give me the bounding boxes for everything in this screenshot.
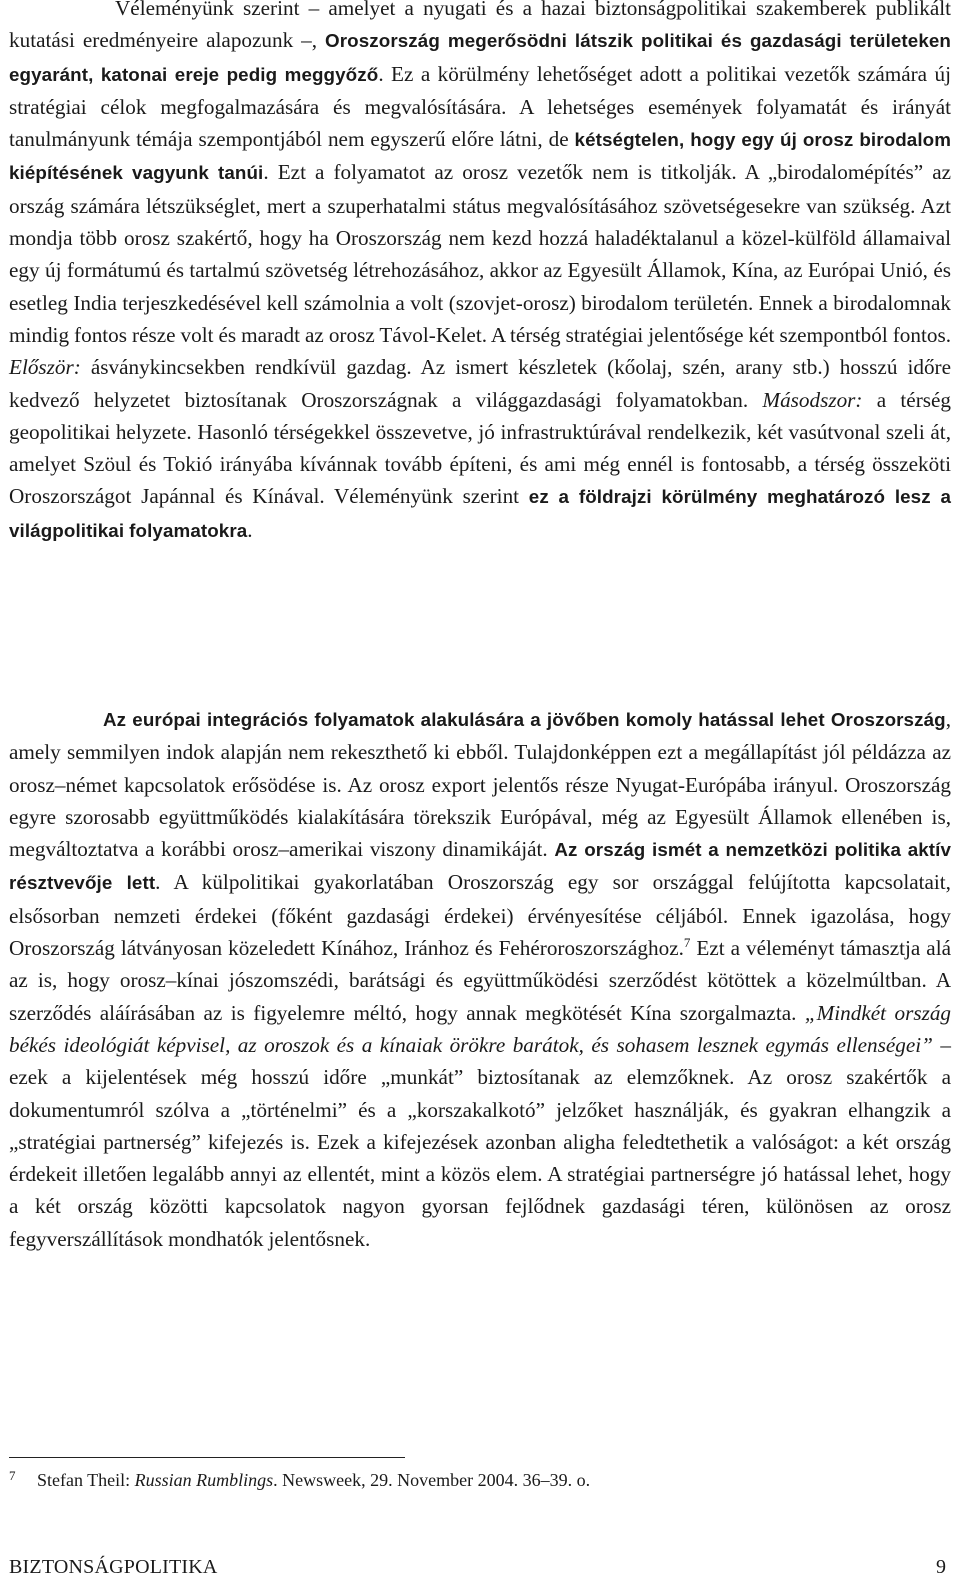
bold-run: kétségtelen, hogy egy új orosz birodalom kiépítésének vagyunk tanúi xyxy=(9,129,952,184)
text-run: . xyxy=(247,517,253,542)
footnote xyxy=(9,1468,951,1492)
text-run: a térség geopolitikai helyzete. Hasonló térségekkel összevetve, jó infrastruktúrával rendelkezik, két vasútvonal szeli át, amelyet Szöul és Tokió irányába kívánnak tovább építeni, és ami még ennél is fontosabb, a térség összeköti Oroszországot Japánnal és Kínával. Véleményünk szerint xyxy=(9,387,951,509)
paragraph-2 xyxy=(9,703,951,1255)
italic-run: Másodszor: xyxy=(762,387,863,412)
italic-quote: „Mindkét ország békés ideológiát képvisel, az oroszok és a kínaiak örökre barátok, és sohasem lesznek egymás ellenségei” xyxy=(9,1000,952,1057)
running-footer-title: BIZTONSÁGPOLITIKA xyxy=(9,1556,218,1578)
text-run: . A külpolitikai gyakorlatában Oroszország egy sor országgal felújította kapcsolatait, elsősorban nemzeti érdekei (főként gazdasági érdekei) érvényesítése céljából. Ennek igazolása, hogy Oroszország látványosan közeledett Kínához, Iránhoz és Fehéroroszországhoz. xyxy=(9,870,951,961)
bold-run: Az európai integrációs folyamatok alakulására a jövőben komoly hatással lehet Oroszország xyxy=(103,709,946,730)
footnote-source: . Newsweek, 29. November 2004. 36–39. o. xyxy=(273,1470,591,1490)
footnote-separator xyxy=(9,1457,405,1458)
italic-run: Először: xyxy=(9,355,81,380)
footnote-title: Russian Rumblings xyxy=(134,1470,274,1490)
text-run: – ezek a kijelentések még hosszú időre „munkát” biztosítanak az elemzőknek. Az orosz szakértők a dokumentumról szólva a „történelmi” és a „korszakalkotó” jelzőket használják, és gyakran elhangzik a „stratégiai partnerség” kifejezés is. Ezek a kifejezések azonban aligha feledtethetik a valóságot: a két ország érdekeit illetően legalább annyi az ellentét, mint a közös elem. A stratégiai partnerségre jó hatással lehet, hogy a két ország közötti kapcsolatok nagyon gyorsan fejlődnek gazdasági téren, különösen az orosz fegyverszállítások mondhatók jelentősnek. xyxy=(9,1032,951,1251)
text-run: , amely semmilyen indok alapján nem rekeszthető ki ebből. Tulajdonképpen ezt a megállapítást jól példázza az orosz–német kapcsolatok erősödése is. Az orosz export jelentős része Nyugat-Európába irányul. Oroszország egyre szorosabb együttműködés kialakítására törekszik Európával, még az Egyesült Államok ellenében is, megváltoztatva a korábbi orosz–amerikai viszony dinamikáját. xyxy=(9,707,951,862)
text-run: Véleményünk szerint – amelyet a nyugati és a hazai biztonságpolitikai szakemberek publikált kutatási eredményeire alapozunk –, xyxy=(9,0,951,53)
text-run: . Ez a körülmény lehetőséget adott a politikai vezetők számára új stratégiai célok megfogalmazására és megvalósítására. A lehetséges események folyamatát és irányát tanulmányunk témája szempontjából nem egyszerű előre látni, de xyxy=(9,61,951,152)
footnote-number: 7 xyxy=(9,1468,16,1483)
bold-run: ez a földrajzi körülmény meghatározó lesz a világpolitikai folyamatokra xyxy=(9,486,951,541)
page-number: 9 xyxy=(936,1556,946,1578)
footnote-reference[interactable]: 7 xyxy=(683,935,691,951)
text-run: . Ezt a folyamatot az orosz vezetők nem is titkolják. A „birodalomépítés” az ország számára létszükséglet, mert a szuperhatalmi státus megvalósításához szövetségesekre van szükség. Azt mondja több orosz szakértő, hogy ha Oroszország nem kezd hozzá haladéktalanul a közel-külföld államaival egy új formátumú és tartalmú szövetség létrehozásához, akkor az Egyesült Államok, Kína, az Európai Unió, és esetleg India terjeszkedésével kell számolnia a volt (szovjet-orosz) birodalom területén. Ennek a birodalomnak mindig fontos része volt és maradt az orosz Távol-Kelet. A térség stratégiai jelentősége két szempontból fontos. xyxy=(9,160,951,347)
text-run: Ezt a véleményt támasztja alá az is, hogy orosz–kínai jószomszédi, barátsági és együttműködési szerződést kötöttek a közelmúltban. A szerződés aláírásában az is figyelemre méltó, hogy annak megkötését Kína szorgalmazta. xyxy=(9,936,951,1025)
footnote-author: Stefan Theil: xyxy=(37,1470,135,1490)
text-run: ásványkincsekben rendkívül gazdag. Az ismert készletek (kőolaj, szén, arany stb.) hosszú időre kedvező helyzetet biztosítanak Oroszországnak a világgazdasági folyamatokban. xyxy=(9,355,951,412)
paragraph-1 xyxy=(9,0,951,547)
bold-run: Az ország ismét a nemzetközi politika aktív résztvevője lett xyxy=(9,839,952,894)
bold-run: Oroszország megerősödni látszik politikai és gazdasági területeken egyaránt, katonai ereje pedig meggyőző xyxy=(9,30,951,85)
